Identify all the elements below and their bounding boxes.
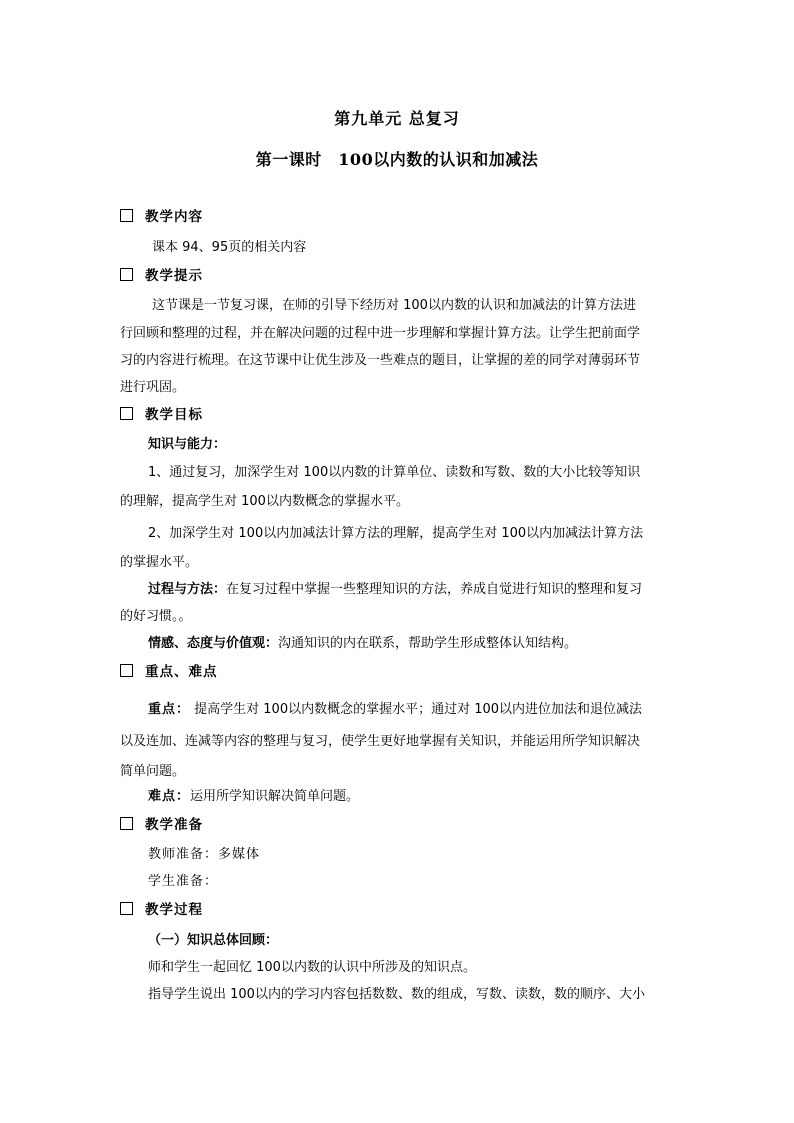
section-hint-heading: 教学提示 bbox=[120, 266, 680, 286]
process-line-1: 师和学生一起回忆 100以内数的认识中所涉及的知识点。 bbox=[148, 960, 476, 975]
goal-1-line-2: 的理解，提高学生对 100以内数概念的掌握水平。 bbox=[120, 494, 409, 509]
hint-line-4: 进行巩固。 bbox=[120, 380, 186, 395]
process-line-2: 指导学生说出 100以内的学习内容包括数数、数的组成，写数、读数，数的顺序、大小 bbox=[148, 987, 645, 1002]
hint-line-3: 习的内容进行梳理。在这节课中让优生涉及一些难点的题目，让掌握的差的同学对薄弱环节 bbox=[120, 353, 641, 368]
difficulty-label: 难点： bbox=[148, 789, 191, 804]
knowledge-label: 知识与能力： bbox=[148, 437, 227, 452]
emotion-label: 情感、态度与价值观： bbox=[148, 636, 279, 651]
section-process-heading: 教学过程 bbox=[120, 900, 680, 920]
goal-2-line-2: 的掌握水平。 bbox=[120, 555, 199, 570]
section-key-heading: 重点、难点 bbox=[120, 662, 680, 682]
section-goals-heading: 教学目标 bbox=[120, 405, 680, 425]
unit-title: 第九单元 总复习 bbox=[334, 109, 460, 128]
section-prep-heading: 教学准备 bbox=[120, 815, 680, 835]
section-content-heading: 教学内容 bbox=[120, 207, 680, 227]
process-method-line-2: 的好习惯。。 bbox=[120, 609, 192, 624]
checkbox-icon bbox=[120, 902, 133, 915]
key-line-2: 以及连加、连减等内容的整理与复习，使学生更好地掌握有关知识，并能运用所学知识解决 bbox=[120, 734, 641, 749]
process-method-line-1: 过程与方法：在复习过程中掌握一些整理知识的方法，养成自觉进行知识的整理和复习 bbox=[148, 582, 643, 597]
student-prep: 学生准备： bbox=[148, 874, 219, 889]
goal-1-line-1: 1、通过复习，加深学生对 100以内数的计算单位、读数和写数、数的大小比较等知识 bbox=[148, 465, 641, 480]
hint-line-1: 这节课是一节复习课，在师的引导下经历对 100以内数的认识和加减法的计算方法进 bbox=[152, 298, 636, 313]
difficulty-line: 难点：运用所学知识解决简单问题。 bbox=[148, 789, 360, 804]
checkbox-icon bbox=[120, 817, 133, 830]
lesson-title: 第一课时 100以内数的认识和加减法 bbox=[255, 150, 539, 169]
key-line-1: 重点： 提高学生对 100以内数概念的掌握水平；通过对 100以内进位加法和退位减法 bbox=[148, 702, 643, 717]
process-method-label: 过程与方法： bbox=[148, 582, 227, 597]
checkbox-icon bbox=[120, 209, 133, 222]
key-label: 重点： bbox=[148, 702, 191, 717]
emotion-line: 情感、态度与价值观：沟通知识的内在联系，帮助学生形成整体认知结构。 bbox=[148, 636, 578, 651]
content-text: 课本 94、95页的相关内容 bbox=[152, 240, 307, 255]
hint-line-2: 行回顾和整理的过程，并在解决问题的过程中进一步理解和掌握计算方法。让学生把前面学 bbox=[120, 326, 641, 341]
checkbox-icon bbox=[120, 664, 133, 677]
key-line-3: 简单问题。 bbox=[120, 764, 186, 779]
checkbox-icon bbox=[120, 268, 133, 281]
teacher-prep: 教师准备：多媒体 bbox=[148, 847, 261, 862]
goal-2-line-1: 2、加深学生对 100以内加减法计算方法的理解，提高学生对 100以内加减法计算方法 bbox=[148, 526, 644, 541]
process-sub1: （一）知识总体回顾： bbox=[148, 933, 279, 948]
checkbox-icon bbox=[120, 407, 133, 420]
